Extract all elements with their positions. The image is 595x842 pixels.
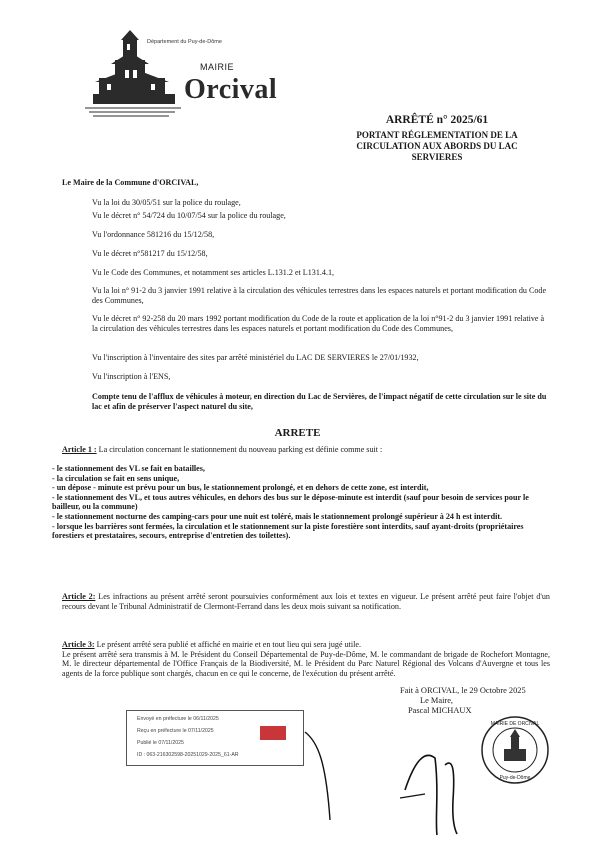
church-logo-icon [85,30,185,120]
list-item: - lorsque les barrières sont fermées, la circulation et le stationnement sur la piste forestière sont interdits, sauf ayant-droits (propriétaires forestiers et prestataires, secours, entreprise d'entretien des toilettes). [52,521,524,541]
vu-line: Vu le décret n°581217 du 15/12/58, [92,249,208,258]
article-2-label: Article 2: [62,592,96,601]
vu-line: Vu la loi n° 91-2 du 3 janvier 1991 relative à la circulation des véhicules terrestres dans les espaces naturels et portant modification du Code des Communes, [92,286,547,305]
vu-line: Vu l'inscription à l'ENS, [92,372,171,381]
list-item: - le stationnement des VL se fait en batailles, [52,464,205,473]
intro-line: Le Maire de la Commune d'ORCIVAL, [62,178,199,187]
article-1-text: La circulation concernant le stationnement du nouveau parking est définie comme suit : [96,445,383,454]
svg-text:MAIRIE DE ORCIVAL: MAIRIE DE ORCIVAL [490,721,540,727]
arrete-heading: ARRETE [274,427,321,439]
red-tab-icon [260,726,286,740]
vu-line: Vu la loi du 30/05/51 sur la police du roulage, [92,198,241,207]
vu-line: Vu l'inscription à l'inventaire des sites par arrêté ministériel du LAC DE SERVIERES le 27/01/1932, [92,353,419,362]
vu-line: Vu le Code des Communes, et notamment ses articles L.131.2 et L131.4.1, [92,268,335,277]
compte-tenu-paragraph: Compte tenu de l'afflux de véhicules à moteur, en direction du Lac de Servières, de l'impact négatif de cette circulation sur le site du lac et afin de préserver l'aspect naturel du site, [92,392,547,411]
mairie-seal-icon [480,715,550,785]
document-title: ARRÊTÉ n° 2025/61 [385,114,489,126]
stamp-published-line: Publié le 07/11/2025 [137,740,184,746]
document-subtitle [318,130,556,163]
list-item: - un dépose - minute est prévu pour un bus, le stationnement prolongé, et en dehors de cette zone, est interdit, [52,483,429,493]
article-3-label: Article 3: [62,640,95,649]
subtitle-line: SERVIERES [411,152,463,162]
article-1-list [52,464,550,541]
town-name: Orcival [184,74,278,105]
vu-line: Vu le décret n° 54/724 du 10/07/54 sur la police du roulage, [92,211,286,220]
handwritten-signature [395,730,485,840]
department-label: Département du Puy-de-Dôme [147,39,222,45]
subtitle-line: CIRCULATION AUX ABORDS DU LAC [356,141,518,151]
vu-line: Vu l'ordonnance 581216 du 15/12/58, [92,230,215,239]
mairie-label: MAIRIE [200,62,235,72]
signature-block [400,686,526,716]
stamp-sent-line: Envoyé en préfecture le 06/11/2025 [137,716,219,722]
signatory-name: Pascal MICHAUX [408,706,472,715]
list-item: - le stationnement nocturne des camping-cars pour une nuit est toléré, mais le stationnement prolongé supérieur à 24 h est interdit. [52,511,503,521]
article-1 [62,445,550,455]
article-2 [62,592,550,611]
article-2-text: Les infractions au présent arrêté seront poursuivies conformément aux lois et textes en vigueur. Le présent arrêté peut faire l'objet d'un recours devant le Tribunal Administratif de Clermont-Ferrand dans les deux mois suivant sa notification. [62,592,550,611]
stamp-id-line: ID : 063-216302598-20251029-2025_61-AR [137,752,239,758]
subtitle-line: PORTANT RÉGLEMENTATION DE LA [356,130,518,140]
stamp-received-line: Reçu en préfecture le 07/11/2025 [137,728,214,734]
article-1-label: Article 1 : [62,445,97,454]
place-date: Fait à ORCIVAL, le 29 Octobre 2025 [400,686,526,695]
signatory-role: Le Maire, [420,696,454,705]
svg-text:Puy-de-Dôme: Puy-de-Dôme [499,775,531,781]
article-3-transmission: Le présent arrêté sera transmis à M. le Président du Conseil Départemental de Puy-de-Dôme, M. le commandant de brigade de Rochefort Montagne, M. le directeur départemental de l'Office Français de la Biodiversité, M. le Président du Parc Naturel Régional des Volcans d'Auvergne et tous les agents de la force publique sont chargés, chacun en ce qui le concerne, de l'exécution du présent arrêté. [62,649,550,678]
signature-mark [300,712,350,822]
list-item: - le stationnement des VL, et tous autres véhicules, en dehors des bus sur le dépose-minute est interdit (sauf pour besoin de services pour le bailleur, ou la commune) [52,492,529,512]
article-3 [62,640,550,678]
vu-line: Vu le décret n° 92-258 du 20 mars 1992 portant modification du Code de la route et application de la loi n°91-2 du 3 janvier 1991 relative à la circulation des véhicules terrestres dans les espaces naturels et portant modification du Code des Communes, [92,314,545,333]
list-item: - la circulation se fait en sens unique, [52,473,180,483]
title-block [318,114,556,163]
article-3-text: Le présent arrêté sera publié et affiché en mairie et en tout lieu qui sera jugé utile. [94,640,361,649]
